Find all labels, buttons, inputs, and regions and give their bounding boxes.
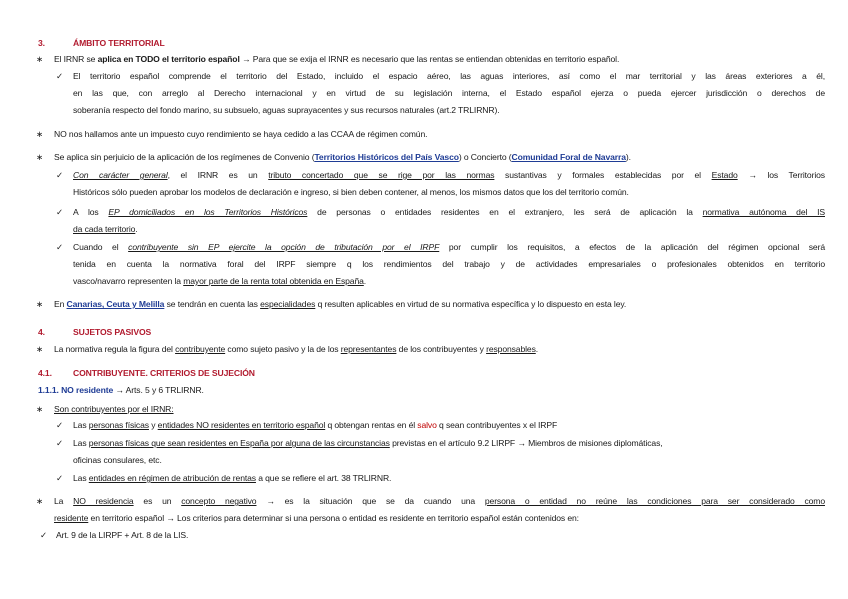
- arrow-icon: →: [266, 496, 275, 506]
- bullet-check: ✓: [56, 71, 64, 81]
- paragraph-line: vasco/navarro representen la mayor parte de la renta total obtenida en España.: [73, 276, 367, 286]
- paragraph-line: Se aplica sin perjuicio de la aplicación de los regímenes de Convenio (Territorios Históricos del País Vasco) o Concierto (Comunidad Foral de Navarra).: [54, 152, 631, 162]
- bullet-star: ∗: [36, 129, 44, 139]
- section-title: SUJETOS PASIVOS: [73, 327, 152, 337]
- bullet-star: ∗: [36, 152, 44, 162]
- bullet-star: ∗: [36, 54, 44, 64]
- bullet-star: ∗: [36, 344, 44, 354]
- paragraph-line: oficinas consulares, etc.: [73, 455, 162, 465]
- subsection-number: 4.1.: [38, 368, 52, 378]
- paragraph-line: Con carácter general, el IRNR es un tributo concertado que se rige por las normas sustantivas y formales establecidas por el Estado → los Territorios: [73, 170, 825, 180]
- section-number: 3.: [38, 38, 45, 48]
- arrow-icon: →: [166, 513, 175, 523]
- paragraph-line: La normativa regula la figura del contribuyente como sujeto pasivo y la de los representantes de los contribuyentes y responsables.: [54, 344, 539, 354]
- paragraph-line: en las que, con arreglo al Derecho internacional y en virtud de su legislación interna, el Estado español ejerza o pueda ejercer jurisdicción o derechos de: [73, 88, 825, 98]
- bullet-check: ✓: [56, 170, 64, 180]
- bullet-check: ✓: [56, 438, 64, 448]
- paragraph-line: A los EP domiciliados en los Territorios Históricos de personas o entidades residentes en el extranjero, les será de aplicación la normativa autónoma del IS: [73, 207, 825, 217]
- paragraph-line: El IRNR se aplica en TODO el territorio español → Para que se exija el IRNR es necesario que las rentas se entiendan obtenidas en territorio español.: [54, 54, 620, 64]
- arrow-icon: →: [517, 438, 526, 448]
- paragraph-line: da cada territorio.: [73, 224, 138, 234]
- subsection-title: CONTRIBUYENTE. CRITERIOS DE SUJECIÓN: [73, 368, 255, 378]
- section-title: ÁMBITO TERRITORIAL: [73, 38, 165, 48]
- subsubsection-heading: 1.1.1. NO residente → Arts. 5 y 6 TRLIRNR.: [38, 385, 204, 395]
- link-navarra[interactable]: Comunidad Foral de Navarra: [511, 152, 626, 162]
- bullet-star: ∗: [36, 299, 44, 309]
- paragraph-line: soberanía respecto del fondo marino, su subsuelo, aguas suprayacentes y sus recursos naturales (art.2 TRLIRNR).: [73, 105, 500, 115]
- link-pais-vasco[interactable]: Territorios Históricos del País Vasco: [314, 152, 459, 162]
- paragraph-line: El territorio español comprende el territorio del Estado, incluido el espacio aéreo, las aguas interiores, así como el mar territorial y las áreas exteriores a él,: [73, 71, 825, 81]
- paragraph-line: residente en territorio español → Los criterios para determinar si una persona o entidad es residente en territorio español están contenidos en:: [54, 513, 579, 523]
- bullet-check: ✓: [40, 530, 48, 540]
- paragraph-line: Las entidades en régimen de atribución de rentas a que se refiere el art. 38 TRLIRNR.: [73, 473, 392, 483]
- bullet-check: ✓: [56, 207, 64, 217]
- paragraph-line: Históricos sólo pueden aprobar los modelos de declaración e ingreso, si bien deben contener, al menos, los mismos datos que los del territorio común.: [73, 187, 629, 197]
- paragraph-line: Art. 9 de la LIRPF + Art. 8 de la LIS.: [56, 530, 189, 540]
- section-number: 4.: [38, 327, 45, 337]
- bullet-check: ✓: [56, 473, 64, 483]
- arrow-icon: →: [242, 54, 251, 64]
- paragraph-line: Son contribuyentes por el IRNR:: [54, 404, 174, 414]
- bullet-check: ✓: [56, 242, 64, 252]
- paragraph-line: NO nos hallamos ante un impuesto cuyo rendimiento se haya cedido a las CCAA de régimen común.: [54, 129, 428, 139]
- paragraph-line: Las personas físicas que sean residentes en España por alguna de las circunstancias previstas en el artículo 9.2 LIRPF → Miembros de misiones diplomáticas,: [73, 438, 663, 448]
- bullet-check: ✓: [56, 420, 64, 430]
- link-canarias-ceuta-melilla[interactable]: Canarias, Ceuta y Melilla: [66, 299, 165, 309]
- paragraph-line: La NO residencia es un concepto negativo → es la situación que se da cuando una persona o entidad no reúne las condiciones para ser considerado como: [54, 496, 825, 506]
- paragraph-line: Las personas físicas y entidades NO residentes en territorio español q obtengan rentas en él salvo q sean contribuyentes x el IRPF: [73, 420, 558, 430]
- paragraph-line: Cuando el contribuyente sin EP ejercite la opción de tributación por el IRPF por cumplir los requisitos, a efectos de la aplicación del régimen opcional será: [73, 242, 825, 252]
- paragraph-line: En Canarias, Ceuta y Melilla se tendrán en cuenta las especialidades q resulten aplicables en virtud de su normativa específica y lo dispuesto en esta ley.: [54, 299, 627, 309]
- arrow-icon: →: [115, 385, 124, 395]
- bullet-star: ∗: [36, 404, 44, 414]
- bullet-star: ∗: [36, 496, 44, 506]
- arrow-icon: →: [748, 170, 757, 180]
- paragraph-line: tenida en cuenta la normativa foral del IRPF siempre q los rendimientos del trabajo y de actividades empresariales o profesionales obtenidos en territorio: [73, 259, 825, 269]
